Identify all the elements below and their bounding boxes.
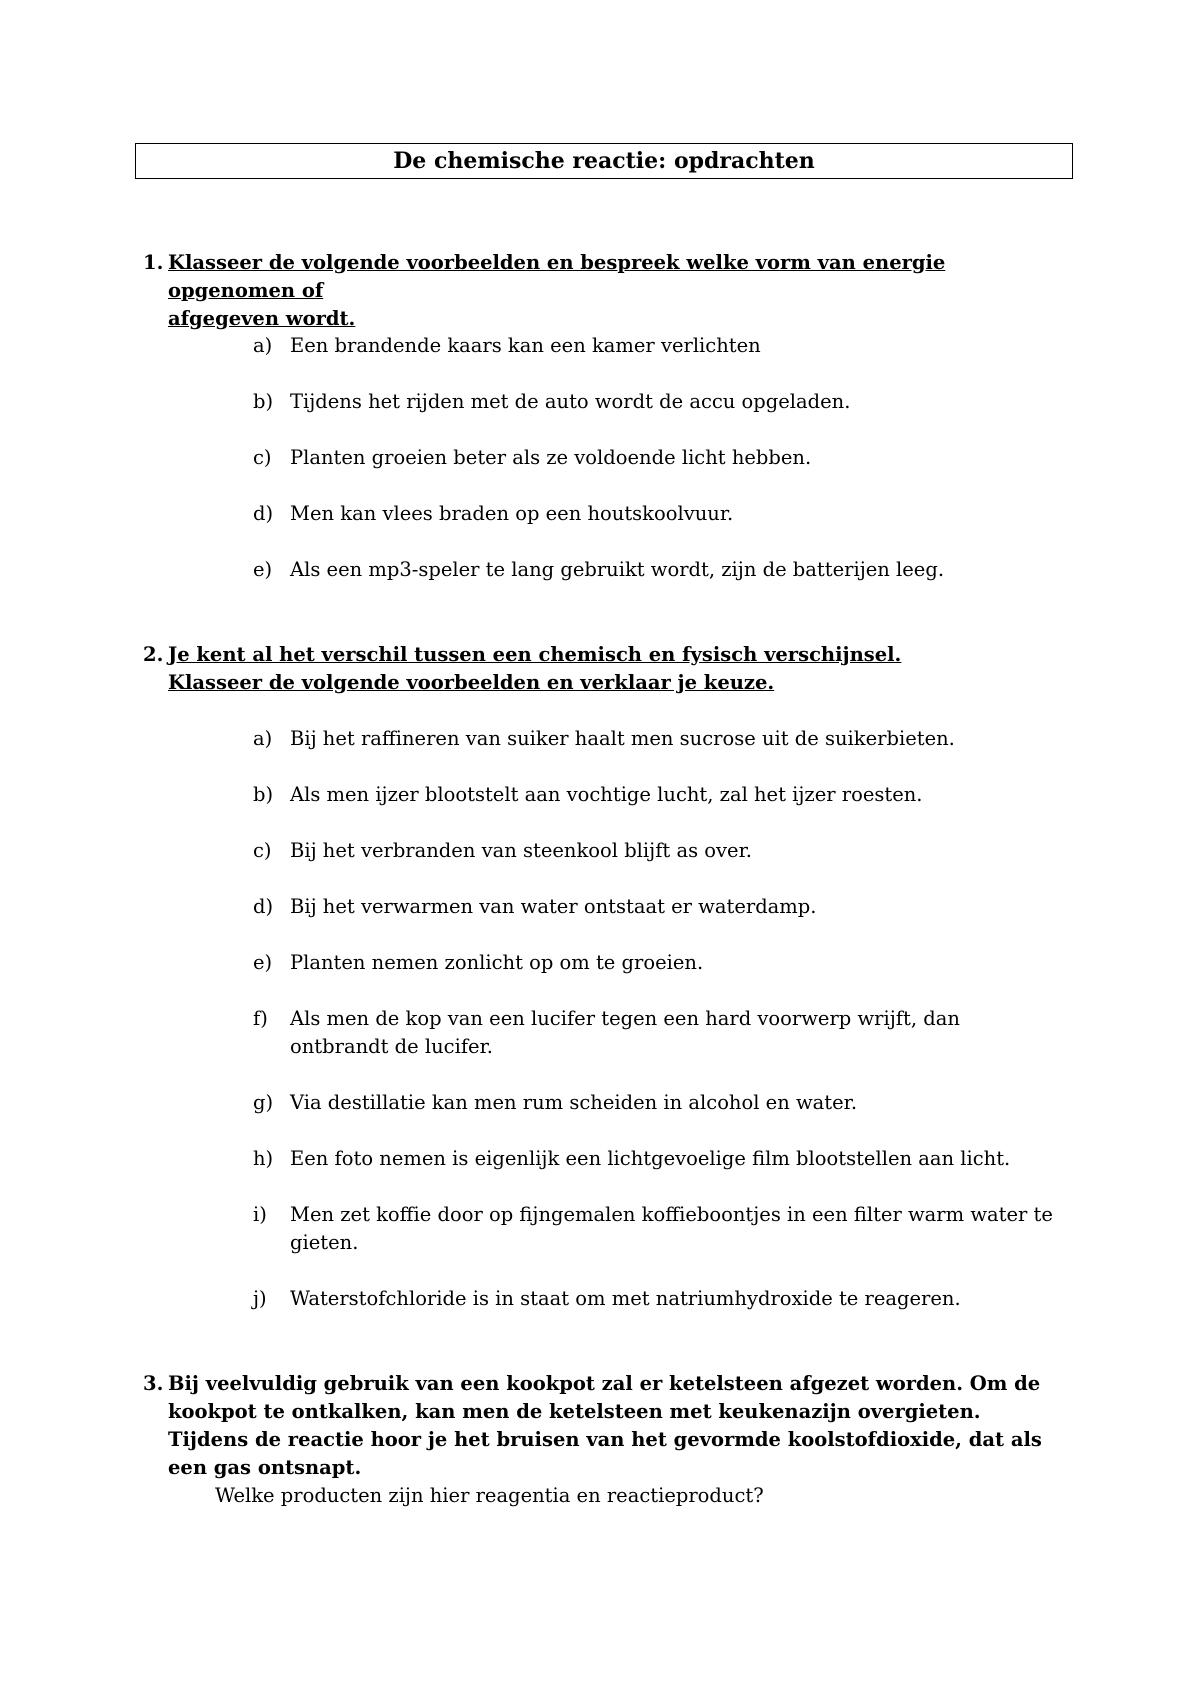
item-text: Als men de kop van een lucifer tegen een hard voorwerp wrijft, dan ontbrandt de lucifer. [290,1007,960,1058]
list-item [253,893,1063,921]
list-item [253,837,1063,865]
question-3-text: Bij veelvuldig gebruik van een kookpot zal er ketelsteen afgezet worden. Om de kookpot te ontkalken, kan men de ketelsteen met keukenazijn overgieten. Tijdens de reactie hoor je het bruisen van het gevormde koolstofdioxide, dat als een gas ontsnapt. [168,1372,1042,1479]
question-2-line-2: Klasseer de volgende voorbeelden en verklaar je keuze. [168,671,775,694]
list-item [253,949,1063,977]
item-text: Via destillatie kan men rum scheiden in alcohol en water. [290,1091,858,1114]
list-item [253,1145,1063,1173]
item-text: Men kan vlees braden op een houtskoolvuur. [290,502,734,525]
list-item [253,1201,1063,1257]
item-text: Een foto nemen is eigenlijk een lichtgevoelige film blootstellen aan licht. [290,1147,1011,1170]
list-item [253,1285,1063,1313]
question-3-heading [143,1370,1063,1482]
question-2-line-1: Je kent al het verschil tussen een chemisch en fysisch verschijnsel. [168,643,902,666]
item-text: Bij het verbranden van steenkool blijft as over. [290,839,752,862]
list-item [253,556,1063,584]
item-letter: f) [253,1007,268,1030]
item-letter: e) [253,558,273,581]
item-text: Als een mp3-speler te lang gebruikt wordt, zijn de batterijen leeg. [290,558,945,581]
item-text: Als men ijzer blootstelt aan vochtige lucht, zal het ijzer roesten. [290,783,923,806]
list-item [253,388,1063,416]
item-letter: b) [253,390,274,413]
list-item [253,500,1063,528]
item-letter: a) [253,727,273,750]
question-1-line-1: Klasseer de volgende voorbeelden en bespreek welke vorm van energie opgenomen of [168,251,946,302]
question-1-line-2: afgegeven wordt. [168,307,356,330]
item-text: Planten nemen zonlicht op om te groeien. [290,951,704,974]
item-letter: g) [253,1091,274,1114]
item-letter: a) [253,334,273,357]
item-text: Men zet koffie door op fijngemalen koffieboontjes in een filter warm water te gieten. [290,1203,1053,1254]
item-text: Bij het verwarmen van water ontstaat er waterdamp. [290,895,817,918]
item-letter: c) [253,839,272,862]
item-letter: d) [253,895,274,918]
item-text: Tijdens het rijden met de auto wordt de accu opgeladen. [290,390,851,413]
item-text: Planten groeien beter als ze voldoende licht hebben. [290,446,812,469]
item-letter: h) [253,1147,274,1170]
item-letter: e) [253,951,273,974]
list-item [253,1089,1063,1117]
item-letter: d) [253,502,274,525]
item-letter: j) [253,1287,267,1310]
list-item [253,444,1063,472]
list-item [253,781,1063,809]
item-text: Bij het raffineren van suiker haalt men sucrose uit de suikerbieten. [290,727,955,750]
page-title [135,143,1073,179]
question-number: 3. [143,1372,164,1395]
item-letter: i) [253,1203,267,1226]
list-item [253,725,1063,753]
list-item [253,332,1063,360]
page-title-text: De chemische reactie: opdrachten [393,148,815,174]
item-text: Een brandende kaars kan een kamer verlichten [290,334,761,357]
item-letter: b) [253,783,274,806]
item-letter: c) [253,446,272,469]
question-number: 1. [143,251,164,274]
list-item [253,1005,1063,1061]
question-3-follow-up: Welke producten zijn hier reagentia en reactieproduct? [215,1484,764,1507]
item-text: Waterstofchloride is in staat om met natriumhydroxide te reageren. [290,1287,961,1310]
question-2-heading [143,641,1063,697]
question-1-heading [143,249,1063,333]
question-number: 2. [143,643,164,666]
